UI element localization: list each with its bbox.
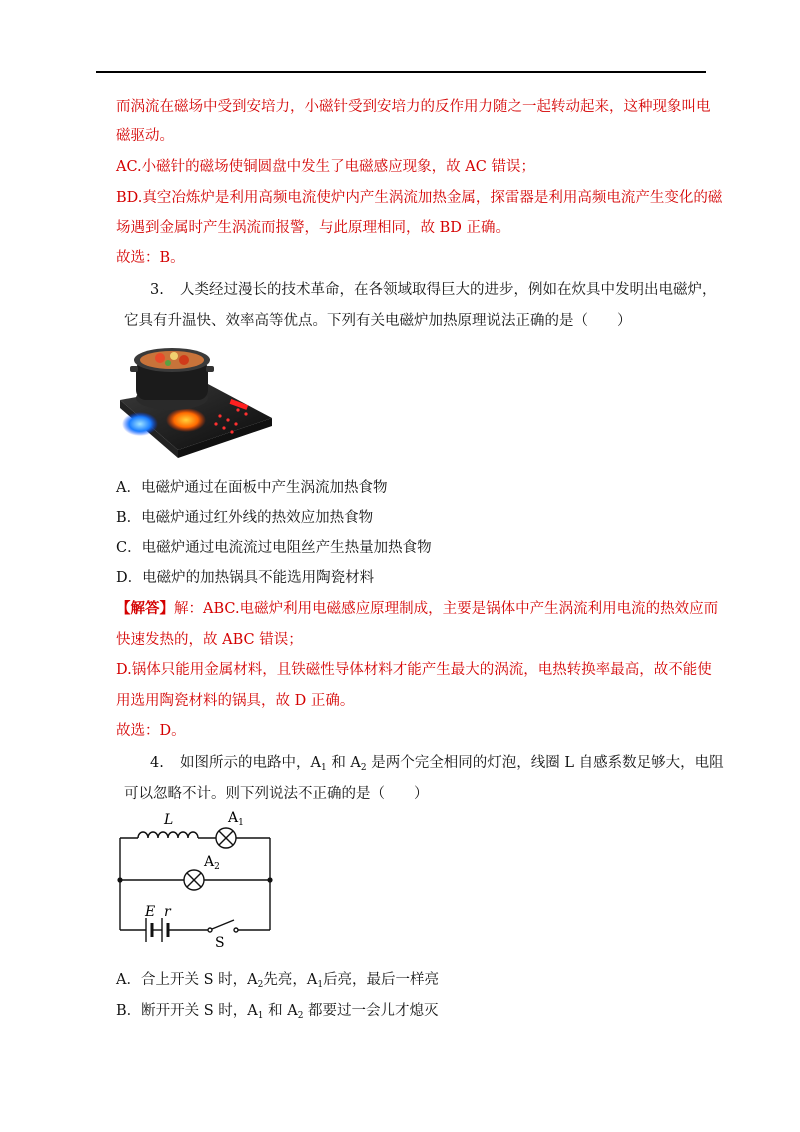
label-lamp1: $A_1$ [228,810,244,828]
text-fragment: 如图所示的电路中，A [180,755,321,771]
answer-line: 用选用陶瓷材料的锅具，故 D 正确。 [116,693,355,709]
option-d: D．电磁炉的加热锅具不能选用陶瓷材料 [116,570,375,586]
question-number: 3. [150,282,164,298]
text-fragment: 和 A [263,1003,298,1019]
answer-line: 故选：D。 [116,723,186,739]
label-emf: E [145,904,156,920]
question-text: 可以忽略不计。则下列说法不正确的是（ ） [124,786,429,802]
subscript: 1 [320,763,327,773]
circuit-diagram [112,808,278,950]
subscript: 2 [257,980,264,990]
question-text: 它具有升温快、效率高等优点。下列有关电磁炉加热原理说法正确的是（ ） [124,313,632,329]
subscript: 2 [360,763,367,773]
answer-line: 故选：B。 [116,250,185,266]
text-fragment: 先亮，A [263,972,318,988]
option-b [116,1001,439,1021]
question-number: 4. [150,755,164,771]
header-rule [96,71,706,73]
induction-cooker-image [112,338,276,464]
subscript: 2 [297,1011,304,1021]
answer-line: BD.真空冶炼炉是利用高频电流使炉内产生涡流加热金属，探雷器是利用高频电流产生变化的磁 [116,190,723,206]
answer-line: 快速发热的，故 ABC 错误； [116,632,303,648]
label-switch: S [215,935,225,950]
question-text: 人类经过漫长的技术革命，在各领域取得巨大的进步，例如在炊具中发明出电磁炉， [180,282,717,298]
answer-line: D.锅体只能用金属材料，且铁磁性导体材料才能产生最大的涡流，电热转换率最高，故不能使 [116,662,712,678]
subscript: 1 [257,1011,264,1021]
option-a: A．电磁炉通过在面板中产生涡流加热食物 [116,480,388,496]
answer-text: 解：ABC.电磁炉利用电磁感应原理制成，主要是锅体中产生涡流利用电流的热效应而 [174,601,719,617]
option-c: C．电磁炉通过电流流过电阻丝产生热量加热食物 [116,540,432,556]
answer-line: AC.小磁针的磁场使铜圆盘中发生了电磁感应现象，故 AC 错误； [116,159,535,175]
answer-line: 磁驱动。 [116,128,174,144]
text-fragment: 和 A [326,755,361,771]
induction-cooker-drawing [112,338,276,464]
answer-line [116,599,718,619]
answer-line: 而涡流在磁场中受到安培力，小磁针受到安培力的反作用力随之一起转动起来，这种现象叫电 [116,99,711,115]
answer-line: 场遇到金属时产生涡流而报警，与此原理相同，故 BD 正确。 [116,220,510,236]
text-fragment: A．合上开关 S 时，A [116,972,258,988]
text-fragment: 是两个完全相同的灯泡，线圈 L 自感系数足够大，电阻 [366,755,724,771]
label-lamp2: $A_2$ [204,854,220,872]
answer-tag: 【解答】 [116,600,174,617]
label-inductor: L [164,812,174,828]
circuit-drawing [112,808,278,950]
text-fragment: 都要过一会儿才熄灭 [303,1003,439,1019]
text-fragment: 后亮，最后一样亮 [323,972,440,988]
text-fragment: B．断开开关 S 时，A [116,1003,258,1019]
question-text [180,753,724,773]
subscript: 1 [317,980,324,990]
label-internal-resistance: r [164,904,171,920]
option-a [116,970,439,990]
option-b: B．电磁炉通过红外线的热效应加热食物 [116,510,374,526]
